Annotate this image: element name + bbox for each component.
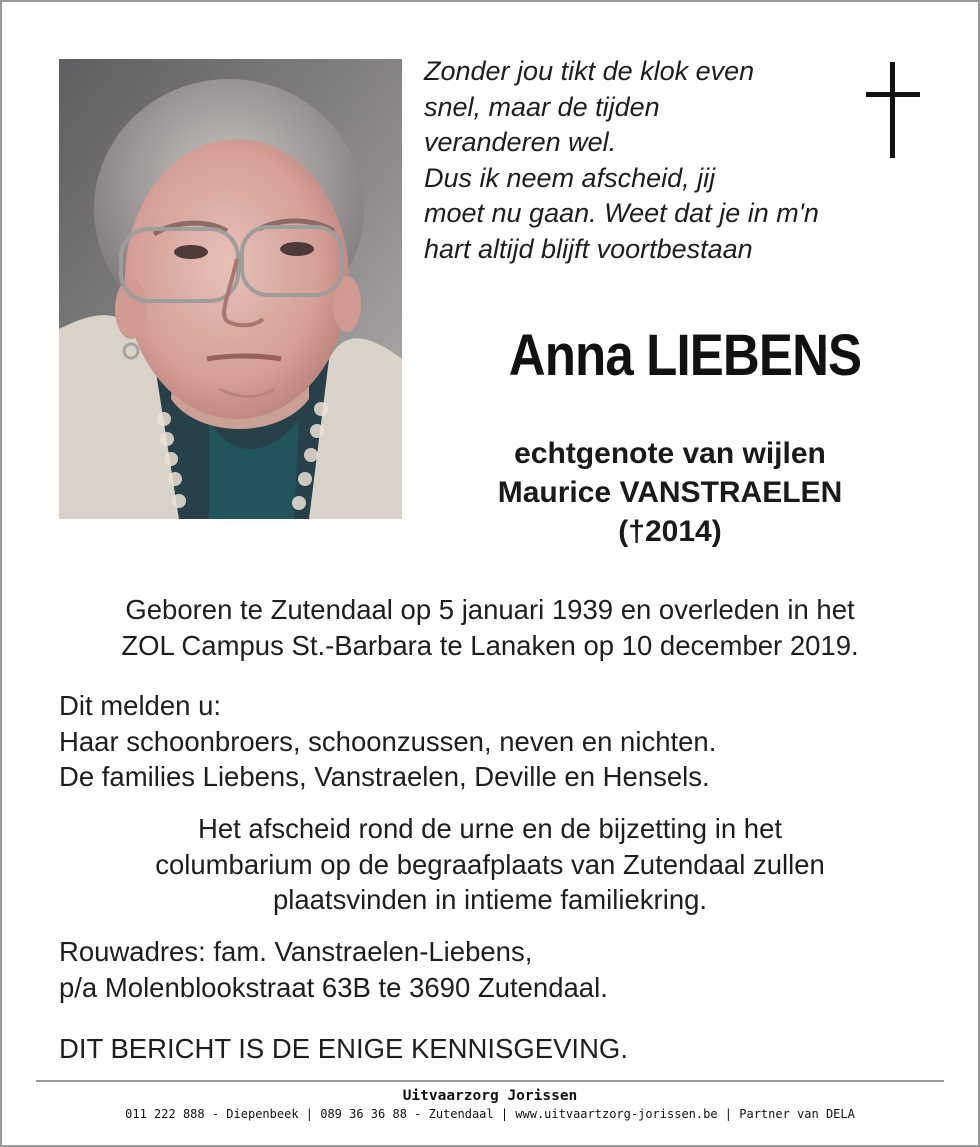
poem-line: Zonder jou tikt de klok even bbox=[424, 56, 755, 86]
spouse-relation: echtgenote van wijlen bbox=[514, 437, 826, 470]
poem-line: veranderen wel. bbox=[424, 127, 617, 157]
reported-by-line: Haar schoonbroers, schoonzussen, neven en nichten. bbox=[59, 725, 717, 757]
notice-text: DIT BERICHT IS DE ENIGE KENNISGEVING. bbox=[59, 1033, 628, 1064]
footer-divider bbox=[36, 1080, 944, 1082]
birth-line: Geboren te Zutendaal op 5 januari 1939 en overleden in het bbox=[125, 594, 855, 625]
deceased-name: Anna LIEBENS bbox=[508, 323, 862, 388]
poem-line: moet nu gaan. Weet dat je in m'n bbox=[424, 198, 819, 228]
farewell-line: Het afscheid rond de urne en de bijzetting in het bbox=[198, 813, 782, 844]
death-line: ZOL Campus St.-Barbara te Lanaken op 10 december 2019. bbox=[121, 629, 859, 661]
funeral-company: Uitvaarzorg Jorissen bbox=[402, 1088, 578, 1104]
mourning-address bbox=[59, 934, 608, 1005]
reported-by bbox=[59, 688, 716, 795]
reported-by-line: De families Liebens, Vanstraelen, Deville en Hensels. bbox=[59, 761, 710, 792]
spouse-info bbox=[440, 434, 900, 551]
reported-by-heading: Dit melden u: bbox=[59, 690, 222, 721]
birth-death-info bbox=[40, 592, 940, 663]
address-line: Rouwadres: fam. Vanstraelen-Liebens, bbox=[59, 936, 533, 967]
farewell-info bbox=[40, 811, 940, 918]
cross-icon bbox=[864, 62, 922, 165]
funeral-contact: 011 222 888 - Diepenbeek | 089 36 36 88 - Zutendaal | www.uitvaartzorg-jorissen.be | Partner van DELA bbox=[125, 1107, 855, 1121]
farewell-line: plaatsvinden in intieme familiekring. bbox=[272, 884, 708, 915]
spouse-death-year: (†2014) bbox=[618, 515, 722, 548]
poem bbox=[424, 54, 864, 267]
poem-line: snel, maar de tijden bbox=[424, 91, 660, 122]
poem-line: Dus ik neem afscheid, jij bbox=[424, 162, 716, 193]
spouse-name: Maurice VANSTRAELEN bbox=[497, 476, 843, 509]
address-line: p/a Molenblookstraat 63B te 3690 Zutendaal. bbox=[59, 971, 608, 1003]
poem-line: hart altijd blijft voortbestaan bbox=[424, 233, 753, 264]
farewell-line: columbarium op de begraafplaats van Zutendaal zullen bbox=[155, 848, 825, 880]
portrait-photo bbox=[59, 59, 402, 519]
